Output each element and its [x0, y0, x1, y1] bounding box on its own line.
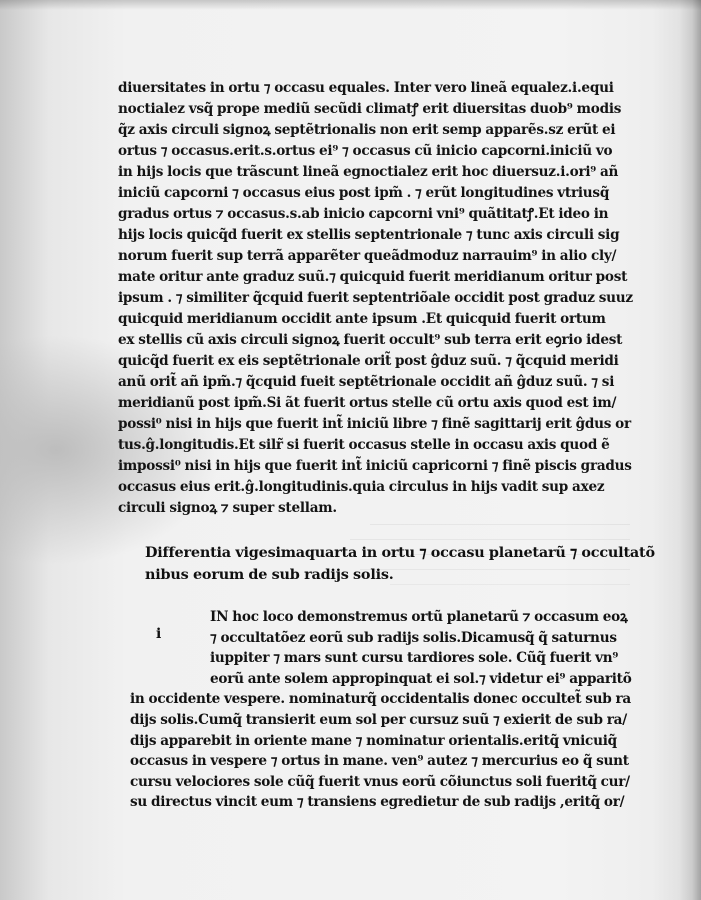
text-line: noctialez vsq̃ prope mediũ secũdi climatꝭ erit diuersitas duob⁹ modis — [118, 101, 622, 117]
text-line: eorũ ante solem appropinquat ei sol.⁊ videtur ei⁹ apparitõ — [210, 670, 632, 687]
text-line: IN hoc loco demonstremus ortũ planetarũ ⁊ occasum eoꝝ — [210, 609, 628, 625]
text-line: dijs solis.Cumq̃ transierit eum sol per cursuz suũ ⁊ exierit de sub ra/ — [130, 712, 627, 728]
heading-line: Differentia vigesimaquarta in ortu ⁊ occasu planetarũ ⁊ occultatõ — [145, 544, 655, 561]
text-line: in hijs locis que trãscunt lineã egnoctialez erit hoc diuersuz.i.ori⁹ añ — [118, 164, 619, 180]
text-line: iuppiter ⁊ mars sunt cursu tardiores sole. Cũq̃ fuerit vn⁹ — [210, 650, 619, 667]
text-line: ex stellis cũ axis circuli signoꝝ fuerit occult⁹ sub terra erit eꝯrio idest — [118, 332, 623, 348]
text-line: cursu velociores sole cũq̃ fuerit vnus eorũ cõiunctus soli fueritq̃ cur/ — [130, 773, 630, 790]
text-line: quicquid meridianum occidit ante ipsum .Et quicquid fuerit ortum — [118, 311, 606, 327]
text-line: occasus eius erit.ĝ.longitudinis.quia circulus in hijs vadit sup axez — [118, 479, 605, 495]
text-line: ⁊ occultatõez eorũ sub radijs solis.Dicamusq̃ q̃ saturnus — [210, 629, 617, 646]
page-edge-shadow — [679, 0, 701, 900]
text-line: ipsum . ⁊ similiter q̃cquid fuerit septentriõale occidit post graduz suuz — [118, 290, 633, 306]
text-line: gradus ortus ⁊ occasus.s.ab inicio capcorni vni⁹ quãtitatꝭ.Et ideo in — [118, 206, 609, 222]
text-line: quicq̃d fuerit ex eis septẽtrionale orit̃ post ĝduz suũ. ⁊ q̃cquid meridi — [118, 353, 619, 369]
text-line: q̃z axis circuli signoꝝ septẽtrionalis non erit semp apparẽs.sz erũt ei — [118, 122, 616, 138]
text-line: meridianũ post ipm̃.Si ãt fuerit ortus stelle cũ ortu axis quod est im/ — [118, 395, 617, 411]
text-line: su directus vincit eum ⁊ transiens egredietur de sub radijs ,eritq̃ or/ — [130, 794, 625, 811]
text-line: tus.ĝ.longitudis.Et silr̃ si fuerit occasus stelle in occasu axis quod ẽ — [118, 437, 610, 453]
text-line: dijs apparebit in oriente mane ⁊ nominatur orientalis.eritq̃ vnicuiq̃ — [130, 732, 617, 749]
text-line: norum fuerit sup terrã apparẽter queãdmoduz narrauim⁹ in alio cly/ — [118, 248, 617, 264]
text-line: in occidente vespere. nominaturq̃ occidentalis donec occultet̃ sub ra — [130, 691, 631, 708]
text-line: anũ orit̃ añ ipm̃.⁊ q̃cquid fueit septẽtrionale occidit añ ĝduz suũ. ⁊ si — [118, 374, 615, 390]
text-line: possi⁰ nisi in hijs que fuerit int̃ iniciũ libre ⁊ finẽ sagittarij erit ĝdus or — [118, 416, 631, 432]
text-line: diuersitates in ortu ⁊ occasu equales. Inter vero lineã equalez.i.equi — [118, 80, 614, 96]
top-shadow — [0, 0, 701, 10]
text-line: mate oritur ante graduz suũ.⁊ quicquid fuerit meridianum oritur post — [118, 269, 628, 285]
text-line: ortus ⁊ occasus.erit.s.ortus ei⁹ ⁊ occasus cũ inicio capcorni.iniciũ vo — [118, 143, 613, 159]
text-line: circuli signoꝝ ⁊ super stellam. — [118, 500, 337, 516]
marginal-letter: i — [156, 626, 162, 642]
text-line: iniciũ capcorni ⁊ occasus eius post ipm̃ . ⁊ erũt longitudines vtriusq̃ — [118, 185, 610, 201]
heading-line: nibus eorum de sub radijs solis. — [145, 566, 394, 583]
text-line: occasus in vespere ⁊ ortus in mane. ven⁹ autez ⁊ mercurius eo q̃ sunt — [130, 753, 629, 770]
text-line: impossi⁰ nisi in hijs que fuerit int̃ iniciũ capricorni ⁊ finẽ piscis gradus — [118, 458, 632, 474]
text-line: hijs locis quicq̃d fuerit ex stellis septentrionale ⁊ tunc axis circuli sig — [118, 227, 620, 243]
